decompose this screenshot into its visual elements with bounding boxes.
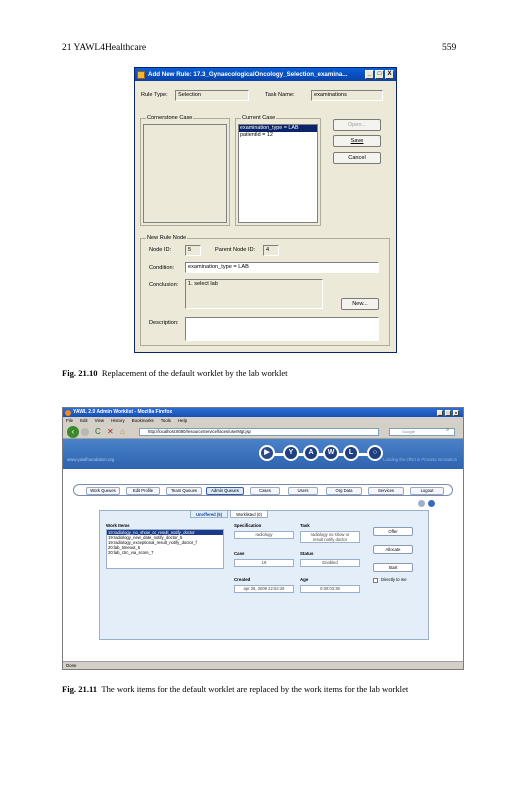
list-item[interactable]: examination_type = LAB (239, 125, 317, 132)
tab-logout[interactable]: Logout (410, 487, 444, 495)
caption-text: The work items for the default worklet are replaced by the work items for the lab worklet (101, 684, 409, 694)
play-icon: ▶ (259, 445, 275, 461)
status-field: Enabled (300, 559, 360, 567)
tab-users[interactable]: Users (288, 487, 318, 495)
menu-view[interactable]: View (94, 418, 105, 423)
reload-icon[interactable]: C (95, 427, 101, 436)
created-field: apr 28, 2009 22:54:29 (234, 585, 294, 593)
help-icon[interactable] (428, 500, 435, 507)
tab-admin-queues[interactable]: Admin Queues (206, 487, 244, 495)
page-number: 559 (442, 43, 457, 53)
menu-bar (63, 417, 463, 425)
forward-icon[interactable] (81, 428, 89, 436)
figure-caption-1 (62, 368, 288, 379)
description-label: Description: (149, 320, 179, 326)
caption-number: Fig. 21.11 (62, 684, 98, 694)
search-box[interactable]: Google (389, 428, 455, 436)
tab-cases[interactable]: Cases (250, 487, 280, 495)
work-items-panel (99, 510, 429, 640)
rule-type-label: Rule Type: (141, 92, 168, 98)
tab-team-queues[interactable]: Team Queues (166, 487, 202, 495)
list-item[interactable]: 19:radiology_no_show_or_result_notify_doctor (107, 530, 223, 535)
tagline: Leading the effort in Process Innovation (383, 457, 457, 462)
site-url[interactable]: www.yawlfoundation.org (67, 457, 115, 462)
offer-button[interactable]: Offer (373, 527, 413, 536)
page-content (63, 439, 463, 662)
cornerstone-case-group (140, 115, 230, 226)
save-button[interactable]: Save (333, 135, 381, 147)
url-bar[interactable]: http://localhost:8080/resourceService/faces/userMgt.jsp (139, 428, 379, 436)
current-case-list[interactable] (238, 124, 318, 223)
app-icon (137, 71, 145, 79)
main-nav (73, 484, 453, 496)
status-label: Status (300, 551, 314, 556)
current-case-label: Current Case (242, 115, 276, 121)
list-item[interactable]: 19:radiology_exceptional_result_notify_doctor_f (108, 540, 197, 545)
firefox-icon (65, 410, 71, 416)
yawl-banner (63, 439, 463, 469)
menu-edit[interactable]: Edit (80, 418, 88, 423)
tab-edit-profile[interactable]: Edit Profile (126, 487, 160, 495)
maximize-button[interactable]: □ (446, 409, 450, 415)
tab-worklisted[interactable]: Worklisted (0) (230, 510, 268, 518)
condition-label: Condition: (149, 265, 175, 271)
stop-logo-icon: ○ (367, 445, 383, 461)
dialog-title: Add New Rule: 17.3_GynaecologicalOncology_Selection_examina... (148, 71, 348, 78)
task-label: Task (300, 523, 310, 528)
logo-letter: Y (283, 445, 299, 461)
directly-to-me-checkbox[interactable] (373, 578, 378, 583)
list-item[interactable]: 20:lab_ctrc_via_score_7 (108, 550, 154, 555)
running-header-title: 21 YAWL4Healthcare (62, 43, 147, 53)
task-line: result notify doctor (312, 537, 348, 542)
current-case-group (235, 115, 321, 226)
conclusion-label: Conclusion: (149, 282, 179, 288)
task-name-field[interactable]: examinations (311, 90, 383, 101)
age-field: 0:00:03:36 (300, 585, 360, 593)
firefox-window (62, 407, 464, 670)
rule-type-field[interactable]: Selection (175, 90, 249, 101)
allocate-button[interactable]: Allocate (373, 545, 413, 554)
menu-file[interactable]: File (66, 418, 74, 423)
node-id-label: Node ID: (149, 247, 172, 253)
tab-org-data[interactable]: Org Data (326, 487, 362, 495)
task-field (300, 531, 360, 543)
navigation-toolbar (63, 425, 463, 439)
tab-work-queues[interactable]: Work Queues (86, 487, 120, 495)
cornerstone-case-list[interactable] (143, 124, 227, 223)
specification-field: radiology (234, 531, 294, 539)
search-icon[interactable]: ⌕ (446, 427, 450, 433)
refresh-icon[interactable] (418, 500, 425, 507)
home-icon[interactable]: ⌂ (120, 427, 125, 436)
dialog-titlebar (135, 68, 396, 81)
logo-letter: L (343, 445, 359, 461)
close-button[interactable]: x (454, 409, 458, 415)
case-field: 19 (234, 559, 294, 567)
menu-history[interactable]: History (111, 418, 125, 423)
list-item[interactable]: patientId = 12 (240, 132, 273, 138)
menu-bookmarks[interactable]: Bookmarks (131, 418, 154, 423)
maximize-button[interactable]: □ (375, 70, 384, 79)
open-button[interactable]: Open... (333, 119, 381, 131)
case-label: Case (234, 551, 245, 556)
specification-label: Specification (234, 523, 262, 528)
minimize-button[interactable]: _ (438, 409, 442, 415)
new-button[interactable]: New... (341, 298, 379, 310)
tab-services[interactable]: Services (368, 487, 404, 495)
task-line: radiology no show or (310, 532, 350, 537)
browser-title: YAWL 2.0 Admin Worklist - Mozilla Firefox (73, 409, 173, 415)
age-label: Age (300, 577, 309, 582)
created-label: Created (234, 577, 251, 582)
list-item[interactable]: 19:radiology_new_date_notify_doctor_5 (108, 535, 183, 540)
close-button[interactable]: X (385, 70, 394, 79)
parent-node-id-label: Parent Node ID: (215, 247, 256, 253)
caption-number: Fig. 21.10 (62, 368, 98, 378)
stop-icon[interactable]: ✕ (107, 427, 114, 436)
cancel-button[interactable]: Cancel (333, 152, 381, 164)
description-field[interactable] (185, 317, 379, 341)
caption-text: Replacement of the default worklet by the lab worklet (101, 368, 288, 378)
back-icon[interactable]: ‹ (67, 426, 79, 438)
logo-connector (261, 453, 381, 456)
node-id-field[interactable]: 5 (185, 245, 201, 256)
logo-letter: W (323, 445, 339, 461)
work-items-list[interactable] (106, 529, 224, 569)
tab-unoffered[interactable]: Unoffered (5) (190, 510, 228, 518)
status-bar: Done (63, 661, 463, 669)
task-name-label: Task Name: (265, 92, 295, 98)
conclusion-field[interactable]: 1. select lab (185, 279, 323, 309)
logo-letter: A (303, 445, 319, 461)
minimize-button[interactable]: _ (365, 70, 374, 79)
figure-caption-2 (62, 684, 464, 695)
menu-tools[interactable]: Tools (160, 418, 171, 423)
list-item[interactable]: 20:lab_timeout_6 (108, 545, 141, 550)
cornerstone-case-label: Cornerstone Case (147, 115, 193, 121)
directly-to-me-label: Directly to me (381, 577, 407, 582)
menu-help[interactable]: Help (177, 418, 188, 423)
condition-field[interactable]: examination_type = LAB (185, 262, 379, 273)
parent-node-id-field[interactable]: 4 (263, 245, 279, 256)
new-rule-node-label: New Rule Node (147, 235, 187, 241)
add-new-rule-dialog (134, 67, 397, 353)
browser-titlebar (63, 408, 463, 417)
work-items-label: Work Items (106, 523, 130, 528)
start-button[interactable]: Start (373, 563, 413, 572)
